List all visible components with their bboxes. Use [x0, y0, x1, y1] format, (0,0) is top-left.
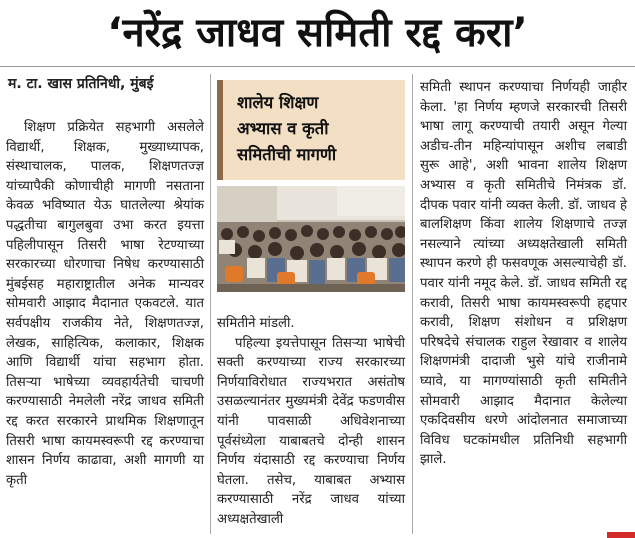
paragraph: समिती स्थापन करण्याचा निर्णयही जाहीर केला. 'हा निर्णय म्हणजे सरकारची तिसरी भाषा लागू करण्याची तयारी असून गेल्या अडीच-तीन महिन्यांपासून अशीच लबाडी सुरू आहे', अशी भावना शालेय शिक्षण अभ्यास व कृती समितीचे निमंत्रक डॉ. दीपक पवार यांनी व्यक्त केली. डॉ. जाधव हे बालशिक्षण किंवा शालेय शिक्षणाचे तज्ज्ञ नसल्याने त्यांच्या अध्यक्षतेखाली समिती स्थापन करणे ही फसवणूक असल्याचेही डॉ. पवार यांनी नमूद केले. डॉ. जाधव समिती रद्द करावी, तिसरी भाषा कायमस्वरूपी हद्दपार करावी, शिक्षण संशोधन व प्रशिक्षण परिषदेचे संचालक राहुल रेखावार व शालेय शिक्षणमंत्री दादाजी भुसे यांचे राजीनामे घ्यावे, या मागण्यांसाठी कृती समितीने सोमवारी आझाद मैदानात केलेल्या एकदिवसीय धरणे आंदोलनात समाजाच्या विविध घटकांमधील प्रतिनिधी सहभागी झाले.: [420, 80, 627, 468]
subhead-line: अभ्यास व कृती: [237, 119, 329, 138]
column-divider: [412, 74, 413, 534]
protest-photo-illustration: [217, 186, 405, 292]
headline: ‘नरेंद्र जाधव समिती रद्द करा’: [107, 10, 528, 56]
subhead-line: शालेय शिक्षण: [237, 93, 319, 112]
column-divider: [210, 74, 211, 534]
subhead-text: [237, 90, 397, 168]
top-rule: [0, 66, 635, 67]
article-column-2: [217, 314, 405, 530]
article-column-1: [6, 118, 204, 490]
paragraph: पहिल्या इयत्तेपासून तिसऱ्या भाषेची सक्ती करण्याच्या राज्य सरकारच्या निर्णयाविरोधात राज्यभरात असंतोष उसळल्यानंतर मुख्यमंत्री देवेंद्र फडणवीस यांनी पावसाळी अधिवेशनाच्या पूर्वसंध्येला याबाबतचे दोन्ही शासन निर्णय यंदासाठी रद्द करण्याचा निर्णय घेतला. तसेच, याबाबत अभ्यास करण्यासाठी नरेंद्र जाधव यांच्या अध्यक्षतेखाली: [217, 335, 405, 527]
paragraph: समितीने मांडली.: [217, 316, 295, 331]
protest-photo: [217, 186, 405, 292]
article-column-3: [420, 78, 627, 470]
subhead-box: [217, 80, 405, 180]
subhead-line: समितीची मागणी: [237, 145, 337, 164]
paragraph: शिक्षण प्रक्रियेत सहभागी असलेले विद्यार्थी, शिक्षक, मुख्याध्यापक, संस्थाचालक, पालक, शिक्षणतज्ज्ञ यांच्यापैकी कोणाचीही मागणी नसताना केवळ भविष्यात येऊ घातलेल्या श्रेयांक पद्धतीचा बागुलबुवा उभा करत इयत्ता पहिलीपासून तिसरी भाषा रेटण्याच्या सरकारच्या धोरणाचा निषेध करण्यासाठी मुंबईसह महाराष्ट्रातील अनेक मान्यवर सोमवारी आझाद मैदानात एकवटले. यात सर्वपक्षीय राजकीय नेते, शिक्षणतज्ज्ञ, लेखक, साहित्यिक, कलाकार, शिक्षक आणि विद्यार्थी यांचा सहभाग होता. तिसऱ्या भाषेच्या व्यवहार्यतेची चाचणी करण्यासाठी नेमलेली नरेंद्र जाधव समिती रद्द करत सरकारने प्राथमिक शिक्षणातून तिसरी भाषा कायमस्वरूपी रद्द करण्याचा शासन निर्णय काढावा, अशी मागणी या कृती: [6, 120, 204, 488]
corner-mark: [607, 532, 635, 538]
byline: म. टा. खास प्रतिनिधी, मुंबई: [8, 76, 154, 92]
